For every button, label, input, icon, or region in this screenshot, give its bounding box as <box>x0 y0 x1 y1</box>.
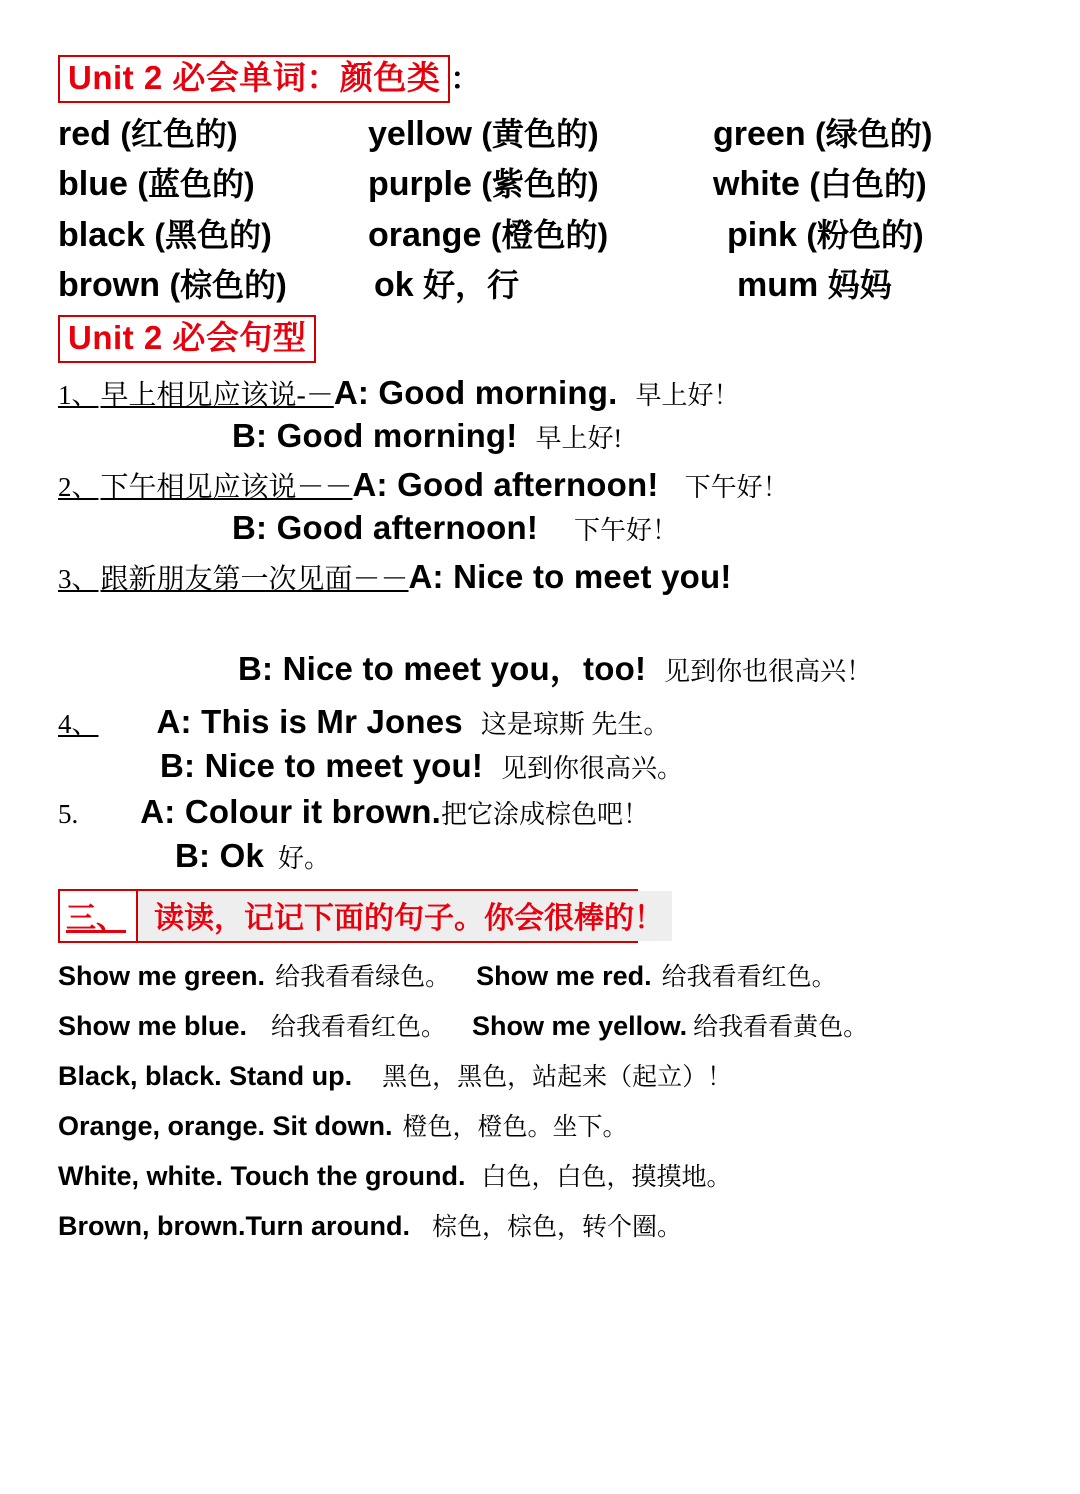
section-three-text: 读读，记记下面的句子。你会很棒的！ <box>138 891 672 941</box>
sentence-row <box>0 465 1080 505</box>
sentence-cn: 好。 <box>278 843 331 873</box>
sentence-number: 1、 <box>58 379 99 410</box>
sentence-number: 2、 <box>58 471 99 502</box>
vocab-en: black <box>58 215 145 254</box>
vocab-en: yellow <box>368 114 472 153</box>
chant-row <box>0 1107 1080 1143</box>
vocab-en: blue <box>58 165 128 204</box>
sentence-cn: 早上好! <box>535 423 623 453</box>
unit2-sentences-heading-row <box>58 315 1080 363</box>
vocabulary-list <box>0 113 1080 307</box>
sentence-en: B: Ok <box>175 836 265 874</box>
vocab-cell <box>58 264 368 307</box>
vocab-row <box>0 214 1080 257</box>
sentence-row <box>0 837 1080 875</box>
chant-en: Black, black. Stand up. <box>58 1060 353 1091</box>
chant-row <box>0 1057 1080 1093</box>
sentence-number: 5. <box>58 798 79 829</box>
vocab-row <box>0 113 1080 156</box>
vocab-en: green <box>713 114 806 153</box>
chant-cn: 白色，白色，摸摸地。 <box>481 1163 732 1191</box>
blank-gap <box>0 601 1080 643</box>
sentence-cn: 早上好！ <box>635 380 740 410</box>
sentence-en: B: Nice to meet you! <box>160 746 484 784</box>
section-three-number: 三、 <box>60 891 138 941</box>
sentence-row <box>0 373 1080 413</box>
sentence-en: A: Nice to meet you! <box>408 557 732 595</box>
vocab-en: brown <box>58 266 160 305</box>
sentence-row <box>0 702 1080 741</box>
chant-cn: 给我看看红色。 <box>271 1013 447 1041</box>
unit2-words-heading: Unit 2 必会单词：颜色类 <box>58 55 450 103</box>
sentence-cn: 见到你很高兴。 <box>501 753 684 783</box>
chant-en: Orange, orange. Sit down. <box>58 1110 393 1141</box>
vocab-cn: (黑色的) <box>154 216 272 253</box>
chant-en: Show me yellow. <box>472 1010 688 1041</box>
vocab-en: red <box>58 114 111 153</box>
vocab-cell <box>713 113 1043 156</box>
vocab-cn: (橙色的) <box>490 216 609 253</box>
vocab-en: orange <box>368 215 482 254</box>
chant-en: White, white. Touch the ground. <box>58 1160 466 1191</box>
vocab-cn: (棕色的) <box>169 267 287 304</box>
sentence-cn: 下午好！ <box>684 472 789 502</box>
chant-list <box>0 957 1080 1243</box>
vocab-cn: 妈妈 <box>827 267 892 304</box>
chant-en: Show me red. <box>476 960 652 991</box>
sentence-en: A: Colour it brown. <box>140 792 442 830</box>
sentence-row <box>0 793 1080 831</box>
chant-en: Show me blue. <box>58 1010 248 1041</box>
vocab-cell <box>58 113 368 156</box>
chant-cn: 给我看看红色。 <box>661 963 837 991</box>
sentence-lead-cn: 跟新朋友第一次见面－－ <box>100 563 409 595</box>
vocab-cn: (蓝色的) <box>137 166 255 203</box>
chant-en: Brown, brown.Turn around. <box>58 1210 410 1241</box>
sentence-cn: 把它涂成棕色吧！ <box>441 799 650 829</box>
vocab-cell <box>368 163 713 206</box>
chant-row <box>0 1007 1080 1043</box>
sentence-row <box>0 509 1080 547</box>
vocab-cn: (红色的) <box>120 115 238 152</box>
chant-cn: 棕色，棕色，转个圈。 <box>431 1213 682 1241</box>
sentence-lead-cn: 下午相见应该说－－ <box>100 471 353 503</box>
sentence-cn: 这是琼斯 先生。 <box>480 709 670 739</box>
sentence-en: A: Good afternoon! <box>352 465 659 503</box>
vocab-cell <box>719 264 1067 307</box>
vocab-en: purple <box>368 165 472 204</box>
sentence-number: 3、 <box>58 563 99 594</box>
chant-row <box>0 1207 1080 1243</box>
chant-row <box>0 1157 1080 1193</box>
vocab-cell <box>713 163 1043 206</box>
chant-en: Show me green. <box>58 960 266 991</box>
sentence-pattern-list <box>0 373 1080 875</box>
sentence-en: B: Good morning! <box>232 416 518 454</box>
sentence-cn: 见到你也很高兴！ <box>664 656 873 686</box>
vocab-row <box>0 163 1080 206</box>
sentence-en: A: This is Mr Jones <box>156 702 463 740</box>
chant-cn: 给我看看黄色。 <box>693 1013 869 1041</box>
chant-cn: 橙色，橙色。坐下。 <box>402 1113 628 1141</box>
sentence-lead-cn: 早上相见应该说-－ <box>100 379 334 411</box>
vocab-cn: (黄色的) <box>481 115 599 152</box>
sentence-en: A: Good morning. <box>333 373 618 411</box>
sentence-en: B: Good afternoon! <box>232 508 539 546</box>
vocab-row <box>0 264 1080 307</box>
chant-cn: 给我看看绿色。 <box>275 963 451 991</box>
vocab-en: white <box>713 165 800 204</box>
unit2-sentences-heading: Unit 2 必会句型 <box>58 315 316 363</box>
section-three-header <box>58 889 664 943</box>
vocab-en: mum <box>737 266 819 305</box>
sentence-cn: 下午好！ <box>574 515 679 545</box>
vocab-cell <box>368 214 713 257</box>
sentence-row <box>0 417 1080 455</box>
vocab-cn: (粉色的) <box>806 216 924 253</box>
vocab-en: pink <box>727 215 797 254</box>
chant-row <box>0 957 1080 993</box>
sentence-row <box>0 557 1080 597</box>
vocab-cn: (绿色的) <box>815 115 933 152</box>
vocab-cn: (紫色的) <box>481 166 599 203</box>
document-page <box>0 54 1080 1494</box>
sentence-row <box>0 643 1080 690</box>
vocab-cn: (白色的) <box>809 166 927 203</box>
unit2-words-heading-tail: ： <box>450 63 481 96</box>
vocab-en: ok <box>374 266 414 305</box>
vocab-cn: 好，行 <box>423 267 520 304</box>
sentence-number: 4、 <box>58 708 99 739</box>
sentence-row <box>0 747 1080 785</box>
vocab-cell <box>368 264 719 307</box>
vocab-cell <box>58 214 368 257</box>
vocab-cell <box>368 113 713 156</box>
vocab-cell <box>713 214 1057 257</box>
sentence-en: B: Nice to meet you，too! <box>238 649 647 687</box>
vocab-cell <box>58 163 368 206</box>
unit2-words-heading-row <box>58 54 1080 103</box>
chant-cn: 黑色，黑色，站起来（起立）！ <box>382 1063 733 1091</box>
